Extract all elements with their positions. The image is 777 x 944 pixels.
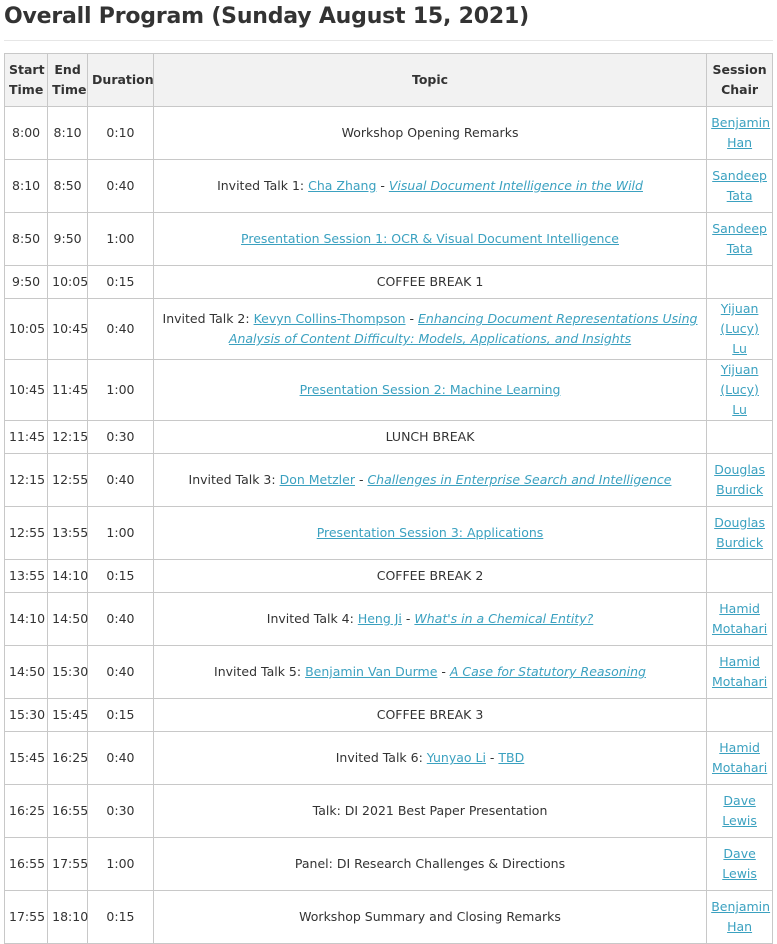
topic-cell <box>153 454 706 507</box>
duration-cell: 0:15 <box>88 699 154 732</box>
header-topic: Topic <box>153 54 706 107</box>
talk-title-link[interactable]: Challenges in Enterprise Search and Intelligence <box>367 472 672 487</box>
topic-text: - <box>354 472 368 487</box>
session-chair-link[interactable]: Douglas Burdick <box>714 462 765 497</box>
end-time-cell: 11:45 <box>48 360 88 421</box>
topic-text: COFFEE BREAK 2 <box>376 568 484 583</box>
topic-cell <box>153 593 706 646</box>
session-chair-cell <box>707 646 773 699</box>
topic-cell <box>153 266 706 299</box>
topic-text: - <box>405 311 418 326</box>
table-row <box>5 646 773 699</box>
start-time-cell: 14:50 <box>5 646 48 699</box>
topic-cell <box>153 699 706 732</box>
topic-text: - <box>485 750 499 765</box>
duration-cell: 1:00 <box>88 360 154 421</box>
topic-cell <box>153 838 706 891</box>
topic-text: COFFEE BREAK 3 <box>376 707 484 722</box>
session-chair-cell <box>707 732 773 785</box>
duration-cell: 0:10 <box>88 107 154 160</box>
topic-text: Invited Talk 3: <box>188 472 280 487</box>
duration-cell: 1:00 <box>88 838 154 891</box>
start-time-cell: 16:25 <box>5 785 48 838</box>
end-time-cell: 15:45 <box>48 699 88 732</box>
topic-text: Talk: DI 2021 Best Paper Presentation <box>312 803 548 818</box>
session-chair-cell <box>707 266 773 299</box>
session-chair-link[interactable]: Dave Lewis <box>722 846 757 881</box>
end-time-cell: 17:55 <box>48 838 88 891</box>
session-chair-cell <box>707 838 773 891</box>
topic-text: Invited Talk 4: <box>266 611 358 626</box>
topic-cell <box>153 646 706 699</box>
session-chair-link[interactable]: Hamid Motahari <box>711 601 768 636</box>
topic-text: Workshop Opening Remarks <box>341 125 519 140</box>
table-row <box>5 732 773 785</box>
program-table-body <box>5 107 773 944</box>
session-link[interactable]: Presentation Session 1: OCR & Visual Document Intelligence <box>241 231 619 246</box>
table-row <box>5 266 773 299</box>
session-chair-link[interactable]: Benjamin Han <box>711 115 771 150</box>
duration-cell: 0:40 <box>88 732 154 785</box>
end-time-cell: 8:10 <box>48 107 88 160</box>
session-chair-link[interactable]: Yijuan (Lucy) Lu <box>720 362 759 417</box>
session-chair-cell <box>707 213 773 266</box>
session-chair-link[interactable]: Hamid Motahari <box>711 654 768 689</box>
end-time-cell: 12:55 <box>48 454 88 507</box>
end-time-cell: 13:55 <box>48 507 88 560</box>
topic-text: Invited Talk 2: <box>162 311 254 326</box>
table-row <box>5 891 773 944</box>
session-chair-link[interactable]: Dave Lewis <box>722 793 757 828</box>
start-time-cell: 10:05 <box>5 299 48 360</box>
header-end-time: End Time <box>48 54 88 107</box>
end-time-cell: 9:50 <box>48 213 88 266</box>
end-time-cell: 14:10 <box>48 560 88 593</box>
header-start-time: Start Time <box>5 54 48 107</box>
talk-title-link[interactable]: Enhancing Document Representations Using Analysis of Content Difficulty: Models, Applications, and Insights <box>228 311 698 346</box>
table-row <box>5 699 773 732</box>
speaker-link[interactable]: Cha Zhang <box>308 178 377 193</box>
talk-title-link[interactable]: Visual Document Intelligence in the Wild <box>388 178 643 193</box>
topic-cell <box>153 360 706 421</box>
header-session-chair: Session Chair <box>707 54 773 107</box>
talk-title-link[interactable]: A Case for Statutory Reasoning <box>449 664 646 679</box>
topic-cell <box>153 732 706 785</box>
topic-text: LUNCH BREAK <box>385 429 475 444</box>
session-chair-cell <box>707 421 773 454</box>
table-row <box>5 454 773 507</box>
session-chair-cell <box>707 454 773 507</box>
session-chair-link[interactable]: Hamid Motahari <box>711 740 768 775</box>
duration-cell: 0:40 <box>88 454 154 507</box>
topic-text: Workshop Summary and Closing Remarks <box>299 909 561 924</box>
duration-cell: 0:30 <box>88 785 154 838</box>
start-time-cell: 14:10 <box>5 593 48 646</box>
session-chair-link[interactable]: Benjamin Han <box>711 899 771 934</box>
topic-text: - <box>401 611 415 626</box>
table-row <box>5 838 773 891</box>
session-chair-cell <box>707 785 773 838</box>
session-chair-cell <box>707 891 773 944</box>
header-duration: Duration <box>88 54 154 107</box>
speaker-link[interactable]: Don Metzler <box>279 472 355 487</box>
session-chair-link[interactable]: Douglas Burdick <box>714 515 765 550</box>
end-time-cell: 16:55 <box>48 785 88 838</box>
table-row <box>5 299 773 360</box>
page-title: Overall Program (Sunday August 15, 2021) <box>4 4 529 29</box>
topic-text: Invited Talk 6: <box>335 750 427 765</box>
speaker-link[interactable]: Yunyao Li <box>426 750 486 765</box>
end-time-cell: 10:05 <box>48 266 88 299</box>
topic-cell <box>153 785 706 838</box>
table-row <box>5 560 773 593</box>
topic-text: - <box>437 664 450 679</box>
session-chair-cell <box>707 560 773 593</box>
duration-cell: 1:00 <box>88 213 154 266</box>
start-time-cell: 11:45 <box>5 421 48 454</box>
topic-cell <box>153 160 706 213</box>
session-chair-link[interactable]: Yijuan (Lucy) Lu <box>720 301 759 356</box>
talk-title-link[interactable]: What's in a Chemical Entity? <box>414 611 594 626</box>
start-time-cell: 8:50 <box>5 213 48 266</box>
start-time-cell: 9:50 <box>5 266 48 299</box>
table-row <box>5 785 773 838</box>
topic-cell <box>153 507 706 560</box>
duration-cell: 0:40 <box>88 299 154 360</box>
end-time-cell: 18:10 <box>48 891 88 944</box>
start-time-cell: 13:55 <box>5 560 48 593</box>
start-time-cell: 8:10 <box>5 160 48 213</box>
duration-cell: 0:15 <box>88 266 154 299</box>
topic-text: - <box>376 178 389 193</box>
topic-cell <box>153 421 706 454</box>
topic-cell <box>153 213 706 266</box>
start-time-cell: 10:45 <box>5 360 48 421</box>
session-chair-cell <box>707 593 773 646</box>
end-time-cell: 10:45 <box>48 299 88 360</box>
duration-cell: 0:15 <box>88 891 154 944</box>
duration-cell: 0:40 <box>88 593 154 646</box>
session-chair-cell <box>707 299 773 360</box>
table-row <box>5 593 773 646</box>
speaker-link[interactable]: TBD <box>498 750 525 765</box>
duration-cell: 0:40 <box>88 160 154 213</box>
title-divider <box>4 40 773 41</box>
table-row <box>5 160 773 213</box>
start-time-cell: 16:55 <box>5 838 48 891</box>
speaker-link[interactable]: Heng Ji <box>357 611 402 626</box>
start-time-cell: 15:45 <box>5 732 48 785</box>
session-link[interactable]: Presentation Session 2: Machine Learning <box>299 382 561 397</box>
start-time-cell: 12:55 <box>5 507 48 560</box>
duration-cell: 0:40 <box>88 646 154 699</box>
table-row <box>5 213 773 266</box>
end-time-cell: 14:50 <box>48 593 88 646</box>
topic-cell <box>153 107 706 160</box>
duration-cell: 0:30 <box>88 421 154 454</box>
duration-cell: 1:00 <box>88 507 154 560</box>
topic-cell <box>153 560 706 593</box>
topic-cell <box>153 299 706 360</box>
session-chair-cell <box>707 107 773 160</box>
session-chair-cell <box>707 507 773 560</box>
start-time-cell: 17:55 <box>5 891 48 944</box>
end-time-cell: 15:30 <box>48 646 88 699</box>
end-time-cell: 12:15 <box>48 421 88 454</box>
session-chair-link[interactable]: Sandeep Tata <box>712 168 767 203</box>
table-row <box>5 507 773 560</box>
session-chair-cell <box>707 699 773 732</box>
speaker-link[interactable]: Benjamin Van Durme <box>305 664 438 679</box>
duration-cell: 0:15 <box>88 560 154 593</box>
speaker-link[interactable]: Kevyn Collins-Thompson <box>253 311 406 326</box>
session-chair-cell <box>707 160 773 213</box>
topic-cell <box>153 891 706 944</box>
session-link[interactable]: Presentation Session 3: Applications <box>316 525 544 540</box>
start-time-cell: 8:00 <box>5 107 48 160</box>
end-time-cell: 16:25 <box>48 732 88 785</box>
session-chair-link[interactable]: Sandeep Tata <box>712 221 767 256</box>
table-row <box>5 360 773 421</box>
topic-text: Invited Talk 1: <box>217 178 309 193</box>
start-time-cell: 12:15 <box>5 454 48 507</box>
session-chair-cell <box>707 360 773 421</box>
program-table <box>4 53 773 944</box>
topic-text: COFFEE BREAK 1 <box>376 274 484 289</box>
end-time-cell: 8:50 <box>48 160 88 213</box>
table-row <box>5 107 773 160</box>
topic-text: Panel: DI Research Challenges & Directions <box>294 856 566 871</box>
start-time-cell: 15:30 <box>5 699 48 732</box>
table-row <box>5 421 773 454</box>
topic-text: Invited Talk 5: <box>214 664 306 679</box>
table-header-row <box>5 54 773 107</box>
